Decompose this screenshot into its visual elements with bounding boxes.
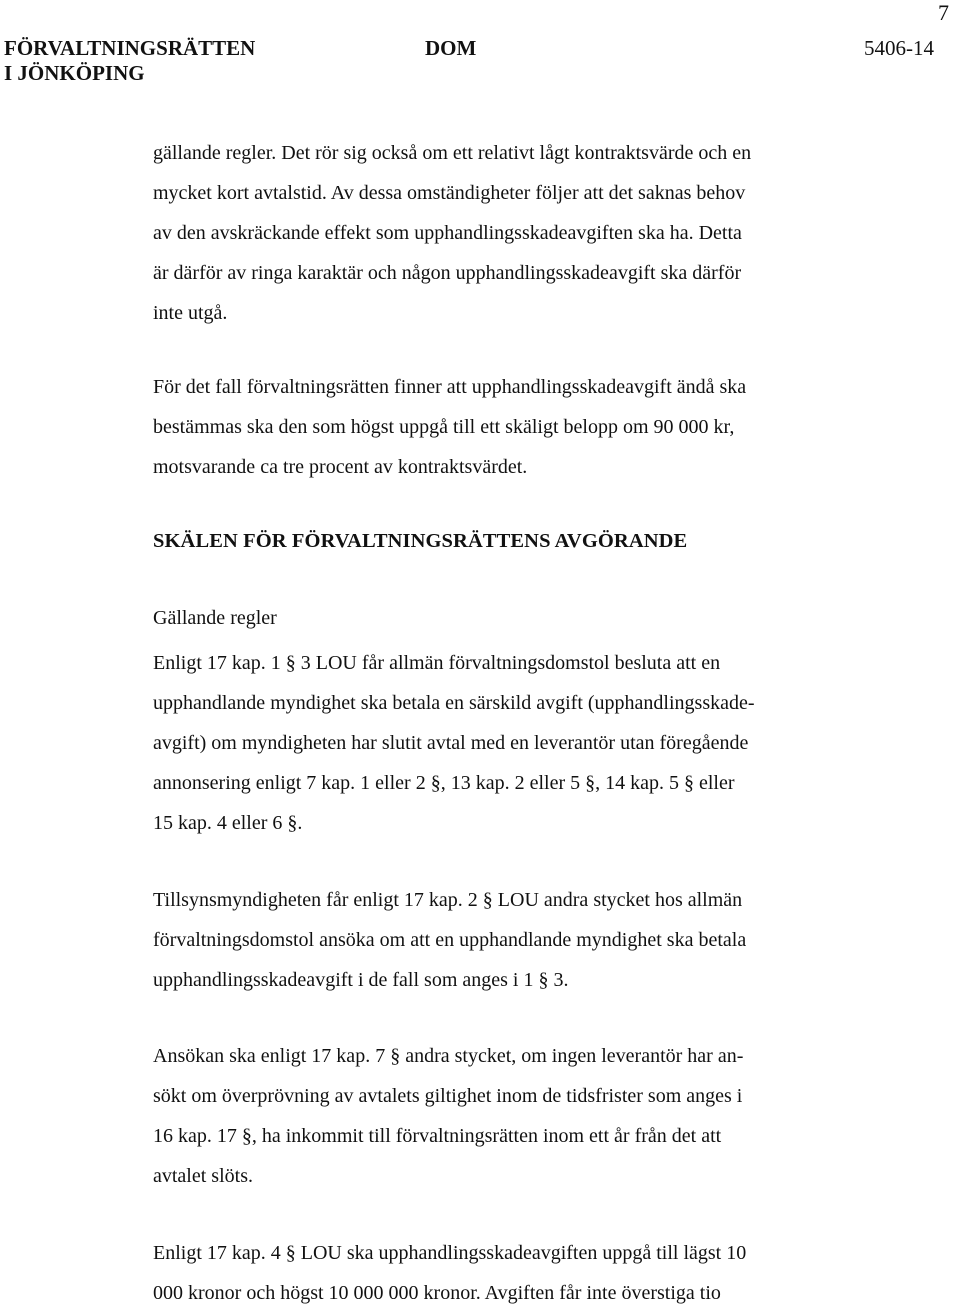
court-name-line1: FÖRVALTNINGSRÄTTEN	[4, 36, 256, 60]
paragraph-application-deadline	[153, 1036, 743, 1196]
text-line: upphandlingsskadeavgift i de fall som anges i 1 § 3.	[153, 969, 569, 991]
text-line: avtalet slöts.	[153, 1165, 253, 1187]
paragraph-legal-basis	[153, 643, 755, 843]
text-line: Enligt 17 kap. 1 § 3 LOU får allmän förvaltningsdomstol besluta att en	[153, 652, 721, 674]
text-line: bestämmas ska den som högst uppgå till ett skäligt belopp om 90 000 kr,	[153, 416, 735, 438]
subheading: Gällande regler	[153, 607, 277, 629]
text-line: avgift) om myndigheten har slutit avtal med en leverantör utan föregående	[153, 732, 749, 754]
paragraph-assessment	[153, 133, 751, 333]
text-line: förvaltningsdomstol ansöka om att en upphandlande myndighet ska betala	[153, 929, 747, 951]
page-number: 7	[938, 0, 949, 25]
court-name	[4, 36, 255, 86]
text-line: Enligt 17 kap. 4 § LOU ska upphandlingsskadeavgiften uppgå till lägst 10	[153, 1242, 747, 1264]
court-name-line2: I JÖNKÖPING	[4, 61, 145, 85]
text-line: Tillsynsmyndigheten får enligt 17 kap. 2 § LOU andra stycket hos allmän	[153, 889, 743, 911]
text-line: motsvarande ca tre procent av kontraktsvärdet.	[153, 456, 528, 478]
text-line: mycket kort avtalstid. Av dessa omständigheter följer att det saknas behov	[153, 182, 746, 204]
paragraph-alternative-amount	[153, 367, 746, 487]
text-line: Ansökan ska enligt 17 kap. 7 § andra stycket, om ingen leverantör har an-	[153, 1045, 744, 1067]
text-line: av den avskräckande effekt som upphandlingsskadeavgiften ska ha. Detta	[153, 222, 742, 244]
document-type: DOM	[425, 36, 477, 60]
text-line: sökt om överprövning av avtalets giltighet inom de tidsfrister som anges i	[153, 1085, 743, 1107]
paragraph-supervisory-authority	[153, 880, 746, 1000]
case-number: 5406-14	[864, 36, 934, 60]
text-line: 000 kronor och högst 10 000 000 kronor. Avgiften får inte överstiga tio	[153, 1282, 721, 1304]
text-line: inte utgå.	[153, 302, 228, 324]
text-line: är därför av ringa karaktär och någon upphandlingsskadeavgift ska därför	[153, 262, 742, 284]
section-heading: SKÄLEN FÖR FÖRVALTNINGSRÄTTENS AVGÖRANDE	[153, 530, 688, 552]
text-line: 16 kap. 17 §, ha inkommit till förvaltningsrätten inom ett år från det att	[153, 1125, 722, 1147]
text-line: upphandlande myndighet ska betala en särskild avgift (upphandlingsskade-	[153, 692, 755, 714]
text-line: gällande regler. Det rör sig också om ett relativt lågt kontraktsvärde och en	[153, 142, 752, 164]
text-line: 15 kap. 4 eller 6 §.	[153, 812, 303, 834]
paragraph-fee-amount	[153, 1233, 746, 1313]
text-line: annonsering enligt 7 kap. 1 eller 2 §, 13 kap. 2 eller 5 §, 14 kap. 5 § eller	[153, 772, 735, 794]
text-line: För det fall förvaltningsrätten finner att upphandlingsskadeavgift ändå ska	[153, 376, 747, 398]
